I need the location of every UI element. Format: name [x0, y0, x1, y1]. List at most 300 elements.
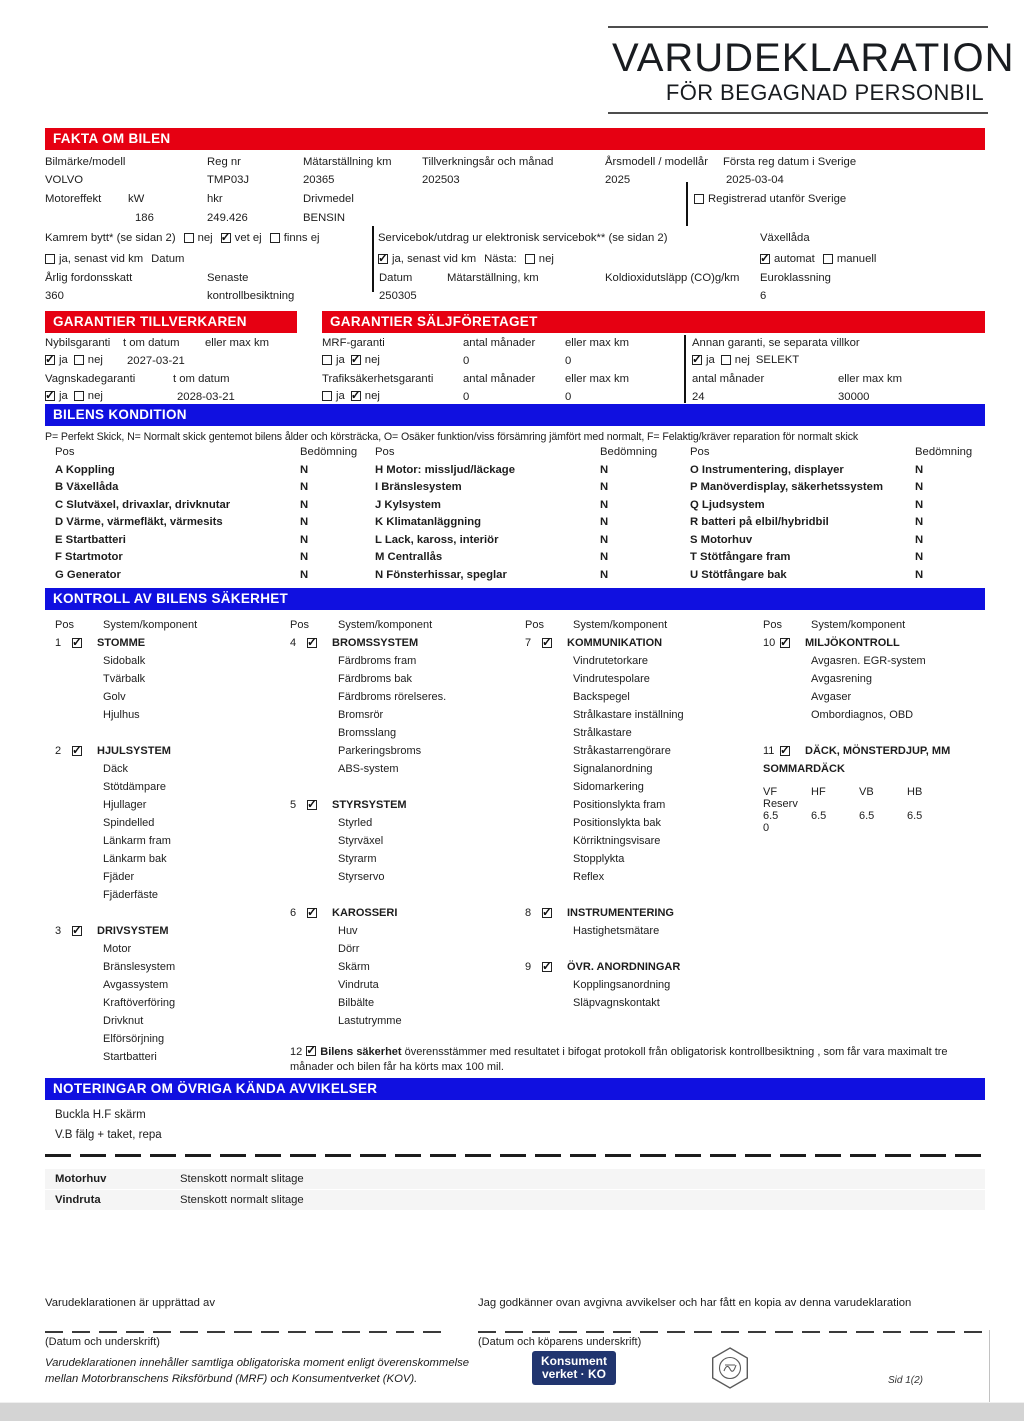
- group-checkbox[interactable]: [780, 638, 790, 648]
- forsta-reg-label: Första reg datum i Sverige: [723, 156, 857, 168]
- section-footer: [45, 1295, 985, 1405]
- bilmarke-label: Bilmärke/modell: [45, 156, 126, 168]
- mrf-nej-label: nej: [364, 354, 380, 366]
- kw-value: 186: [135, 212, 154, 224]
- group-checkbox[interactable]: [780, 746, 790, 756]
- kondition-row: [375, 516, 675, 534]
- sakerhet-item: Bromsslang: [338, 727, 397, 739]
- kondition-item-value: N: [600, 533, 609, 546]
- kondition-row: [690, 464, 990, 482]
- mrf-ja-label: ja: [336, 354, 345, 366]
- vagnskade-ja-checkbox[interactable]: [45, 391, 55, 401]
- part-note: Stenskott normalt slitage: [180, 1194, 304, 1206]
- item12-checkbox[interactable]: [306, 1046, 316, 1056]
- kondition-item-label: O Instrumentering, displayer: [690, 463, 844, 476]
- sakerhet-item: Bromsrör: [338, 709, 384, 721]
- kondition-item-label: N Fönsterhissar, speglar: [375, 568, 507, 581]
- mrf-maxkm-value: 0: [565, 355, 572, 367]
- automat-checkbox[interactable]: [760, 254, 770, 264]
- kondition-item-label: R batteri på elbil/hybridbil: [690, 516, 829, 528]
- servicebok-nasta-label: Nästa:: [484, 253, 517, 265]
- bottom-strip: [0, 1402, 1024, 1421]
- automat-label: automat: [774, 253, 815, 265]
- pos-header: Pos: [763, 619, 782, 631]
- sakerhet-item: Däck: [103, 763, 129, 775]
- matarstallning-label: Mätarställning km: [303, 156, 392, 168]
- sakerhet-item: Huv: [338, 925, 358, 937]
- part-note-row: [45, 1190, 985, 1210]
- kondition-item-value: N: [600, 498, 609, 511]
- sakerhet-item: Styrled: [338, 817, 373, 829]
- group-checkbox[interactable]: [542, 962, 552, 972]
- tyre-col-header: Reserv: [763, 798, 798, 810]
- sakerhet-item: Länkarm bak: [103, 853, 167, 865]
- section-bilens-kondition: [45, 404, 985, 588]
- vagnskade-tom-datum-label: t om datum: [173, 373, 230, 385]
- trafik-manader-value: 0: [463, 391, 470, 403]
- pos-header: Pos: [290, 619, 309, 631]
- item12-text: överensstämmer med resultatet i bifogat protokoll från obligatorisk kontrollbesiktning , som får vara maximalt tre månader och bilen får ha körts max 100 mil.: [290, 1046, 948, 1073]
- kondition-row: [375, 534, 675, 552]
- section-kontroll-sakerhet: [45, 588, 985, 1078]
- sakerhet-item: Färdbroms fram: [338, 655, 417, 667]
- kondition-item-label: H Motor: missljud/läckage: [375, 463, 515, 476]
- kondition-item-value: N: [600, 481, 609, 493]
- part-name: Motorhuv: [55, 1173, 107, 1185]
- kondition-col-2: [375, 446, 675, 586]
- arsmodell-value: 2025: [605, 174, 631, 186]
- section-fakta-om-bilen: [45, 128, 985, 310]
- kamrem-ja-checkbox[interactable]: [45, 254, 55, 264]
- document-title-block: [608, 26, 1015, 114]
- kondition-row: [55, 516, 355, 534]
- servicebok-nej-label: nej: [538, 253, 554, 265]
- tyre-col-header: HB: [907, 786, 923, 798]
- bedomning-header: Bedömning: [915, 446, 973, 458]
- group-checkbox[interactable]: [307, 908, 317, 918]
- group-checkbox[interactable]: [542, 908, 552, 918]
- kondition-item-value: N: [915, 463, 924, 476]
- kondition-row: [690, 499, 990, 517]
- sakerhet-group-dack: [763, 742, 985, 834]
- kondition-item-label: I Bränslesystem: [375, 481, 462, 493]
- kondition-item-value: N: [300, 516, 309, 528]
- logo-line-2: verket · KO: [541, 1367, 607, 1381]
- vaxellada-label: Växellåda: [760, 232, 810, 244]
- kondition-item-label: A Koppling: [55, 463, 115, 476]
- sakerhet-item: Sidomarkering: [573, 781, 644, 793]
- kamrem-ja-label: ja, senast vid km: [59, 253, 144, 265]
- vagnskade-nej-checkbox[interactable]: [74, 391, 84, 401]
- hkr-label: hkr: [207, 193, 223, 205]
- kondition-row: [55, 551, 355, 569]
- sakerhet-item: Kraftöverföring: [103, 997, 176, 1009]
- kondition-row: [375, 569, 675, 587]
- kondition-item-value: N: [915, 516, 924, 528]
- trafik-ja-checkbox[interactable]: [322, 391, 332, 401]
- sakerhet-item: Stötdämpare: [103, 781, 166, 793]
- bedomning-header: Bedömning: [600, 446, 658, 458]
- garanti-saljforetaget: [322, 311, 985, 403]
- kondition-legend: P= Perfekt Skick, N= Normalt skick gentemot bilens ålder och körsträcka, O= Osäker funktion/viss försämring jämfört med normalt, F= Felaktig/kräver reparation för normalt skick: [45, 431, 859, 443]
- mrf-label: MRF-garanti: [322, 337, 385, 349]
- pos-header: Pos: [375, 446, 395, 458]
- kondition-col-1: [55, 446, 358, 586]
- kondition-item-value: N: [915, 481, 924, 493]
- group-num: 5: [290, 799, 297, 811]
- sakerhet-group-bromssystem: [290, 634, 518, 778]
- sakerhet-item: Golv: [103, 691, 126, 703]
- system-header: System/komponent: [811, 619, 906, 631]
- mrf-nej-checkbox[interactable]: [351, 355, 361, 365]
- kondition-item-value: N: [915, 568, 924, 581]
- nybil-maxkm-label: eller max km: [205, 337, 270, 349]
- arsmodell-label: Årsmodell / modellår: [605, 156, 708, 168]
- kondition-item-value: N: [300, 568, 309, 581]
- kamrem-datum-label: Datum: [151, 253, 185, 265]
- sakerhet-group-ovr-anordningar: [525, 958, 755, 1012]
- system-header: System/komponent: [573, 619, 668, 631]
- trafik-janej-row: [322, 389, 380, 403]
- tyre-depth-value: 0: [763, 822, 770, 834]
- tyre-col-header: VF: [763, 786, 778, 798]
- page-number: Sid 1(2): [887, 1375, 923, 1386]
- group-num: 3: [55, 925, 62, 937]
- kondition-row: [375, 551, 675, 569]
- sakerhet-group-drivsystem: [55, 922, 283, 1066]
- page-title: VARUDEKLARATION: [612, 36, 1015, 80]
- tillverkning-value: 202503: [422, 174, 460, 186]
- kondition-item-label: B Växellåda: [55, 481, 119, 493]
- upprattad-label: Varudeklarationen är upprättad av: [45, 1297, 215, 1309]
- kontrollbesiktning-label: kontrollbesiktning: [207, 290, 295, 302]
- sakerhet-col-3: [525, 616, 755, 1030]
- kamrem-row: [45, 231, 319, 245]
- group-num: 1: [55, 637, 62, 649]
- dack-subtitle: SOMMARDÄCK: [763, 763, 845, 775]
- annan-janej-row: [692, 353, 799, 367]
- sakerhet-group-karosseri: [290, 904, 518, 1030]
- euro-label: Euroklassning: [760, 272, 831, 284]
- kondition-item-value: N: [600, 463, 609, 476]
- group-checkbox[interactable]: [307, 638, 317, 648]
- group-num: 2: [55, 745, 62, 757]
- nybil-janej-row: [45, 353, 103, 367]
- trafik-ja-label: ja: [336, 390, 345, 402]
- kondition-item-label: Q Ljudsystem: [690, 498, 765, 511]
- kondition-row: [690, 534, 990, 552]
- sakerhet-item: Drivknut: [103, 1015, 144, 1027]
- kondition-row: [55, 499, 355, 517]
- kondition-header-bar: BILENS KONDITION: [45, 404, 985, 426]
- kamrem-finnsej-label: finns ej: [283, 232, 320, 244]
- sakerhet-item: Hjullager: [103, 799, 147, 811]
- kondition-row: [55, 481, 355, 499]
- sakerhet-item: Avgasrening: [811, 673, 872, 685]
- sakerhet-item-12: [290, 1045, 987, 1075]
- sakerhet-item: Startbatteri: [103, 1051, 157, 1063]
- hkr-value: 249.426: [207, 212, 248, 224]
- mrf-manader-value: 0: [463, 355, 470, 367]
- kondition-item-value: N: [915, 551, 924, 563]
- group-title: STOMME: [97, 637, 146, 649]
- trafik-maxkm-label: eller max km: [565, 373, 630, 385]
- mrf-janej-row: [322, 353, 380, 367]
- noteringar-header-bar: NOTERINGAR OM ÖVRIGA KÄNDA AVVIKELSER: [45, 1078, 985, 1100]
- group-title: BROMSSYSTEM: [332, 637, 419, 649]
- drivmedel-value: BENSIN: [303, 212, 346, 224]
- sakerhet-item: Skärm: [338, 961, 370, 973]
- regnr-label: Reg nr: [207, 156, 241, 168]
- kondition-item-label: P Manöverdisplay, säkerhetssystem: [690, 481, 883, 493]
- kondition-item-label: K Klimatanläggning: [375, 516, 482, 528]
- sakerhet-col-1: [55, 616, 283, 1084]
- besiktning-datum-label: Datum: [379, 272, 413, 284]
- garanti-tillverkaren: [45, 311, 297, 403]
- godkanner-label: Jag godkänner ovan avgivna avvikelser och har fått en kopia av denna varudeklaration: [478, 1297, 912, 1309]
- page-subtitle: FÖR BEGAGNAD PERSONBIL: [665, 80, 984, 105]
- datum-koparens-label: (Datum och köparens underskrift): [478, 1336, 642, 1348]
- group-checkbox[interactable]: [72, 746, 82, 756]
- group-checkbox[interactable]: [307, 800, 317, 810]
- mrf-ja-checkbox[interactable]: [322, 355, 332, 365]
- trafik-nej-checkbox[interactable]: [351, 391, 361, 401]
- logo-line-1: Konsument: [541, 1354, 607, 1368]
- kamrem-vetej-checkbox[interactable]: [221, 233, 231, 243]
- part-name: Vindruta: [55, 1194, 101, 1206]
- manuell-label: manuell: [836, 253, 877, 265]
- servicebok-nej-checkbox[interactable]: [525, 254, 535, 264]
- kondition-item-value: N: [300, 551, 309, 563]
- vagnskade-label: Vagnskadegaranti: [45, 373, 136, 385]
- annan-nej-label: nej: [734, 354, 750, 366]
- legal-text: Varudeklarationen innehåller samtliga obligatoriska moment enligt överenskommelse mellan Motorbranschens Riksförbund (MRF) och Konsumentverket (KOV).: [45, 1357, 470, 1385]
- sakerhet-item: Reflex: [573, 871, 605, 883]
- kw-label: kW: [128, 193, 145, 205]
- noteringar-line: V.B fälg + taket, repa: [55, 1129, 162, 1141]
- vagnskade-janej-row: [45, 389, 103, 403]
- sakerhet-item: Körriktningsvisare: [573, 835, 661, 847]
- matarstallning-value: 20365: [303, 174, 335, 186]
- tyre-depth-value: 6.5: [811, 810, 827, 822]
- group-num: 4: [290, 637, 297, 649]
- kondition-row: [375, 499, 675, 517]
- group-title: HJULSYSTEM: [97, 745, 171, 757]
- sakerhet-group-miljokontroll: [763, 634, 985, 724]
- sakerhet-item: Färdbroms rörelseres.: [338, 691, 447, 703]
- kondition-row: [55, 464, 355, 482]
- sakerhet-item: Sidobalk: [103, 655, 146, 667]
- datum-underskrift-label: (Datum och underskrift): [45, 1336, 160, 1348]
- sakerhet-item: Fjäderfäste: [103, 889, 159, 901]
- kondition-item-label: C Slutväxel, drivaxlar, drivknutar: [55, 498, 231, 511]
- pos-header: Pos: [55, 446, 75, 458]
- sakerhet-item: ABS-system: [338, 763, 399, 775]
- sakerhet-item: Avgassystem: [103, 979, 169, 991]
- motoreffekt-label: Motoreffekt: [45, 193, 102, 205]
- trafik-label: Trafiksäkerhetsgaranti: [322, 373, 434, 385]
- kondition-item-label: G Generator: [55, 568, 121, 581]
- kondition-item-value: N: [300, 533, 309, 546]
- group-title: STYRSYSTEM: [332, 799, 407, 811]
- sakerhet-item: Avgaser: [811, 691, 852, 703]
- group-title: KAROSSERI: [332, 907, 398, 919]
- bilmarke-value: VOLVO: [45, 174, 84, 186]
- group-num: 9: [525, 961, 532, 973]
- kondition-row: [690, 569, 990, 587]
- part-note-row: [45, 1169, 985, 1189]
- sakerhet-group-styrsystem: [290, 796, 518, 886]
- pos-header: Pos: [690, 446, 710, 458]
- kondition-col-3: [690, 446, 990, 586]
- sakerhet-item: Bilbälte: [338, 997, 375, 1009]
- sakerhet-item: Signalanordning: [573, 763, 653, 775]
- konsumentverket-logo: [532, 1351, 616, 1385]
- servicebok-ja-label: ja, senast vid km: [392, 253, 477, 265]
- sakerhet-item: Kopplingsanordning: [573, 979, 671, 991]
- sakerhet-group-instrumentering: [525, 904, 755, 940]
- kondition-row: [55, 569, 355, 587]
- sakerhet-group-stomme: [55, 634, 283, 724]
- sakerhet-item: Fjäder: [103, 871, 135, 883]
- kondition-item-value: N: [600, 516, 609, 528]
- kondition-row: [55, 534, 355, 552]
- kondition-item-label: L Lack, kaross, interiör: [375, 533, 499, 546]
- kamrem-nej-label: nej: [197, 232, 213, 244]
- signature-line-buyer: [478, 1331, 985, 1333]
- annan-ja-checkbox[interactable]: [692, 355, 702, 365]
- sakerhet-item: Vindruta: [338, 979, 379, 991]
- kondition-item-label: T Stötfångare fram: [690, 551, 791, 563]
- group-num: 11: [763, 745, 775, 757]
- sakerhet-item: Parkeringsbroms: [338, 745, 422, 757]
- group-checkbox[interactable]: [72, 638, 82, 648]
- vaxellada-row: [760, 252, 876, 266]
- divider-registrerad: [686, 182, 688, 226]
- garanti-tillverkaren-header-bar: GARANTIER TILLVERKAREN: [45, 311, 297, 333]
- sakerhet-item: Motor: [103, 943, 132, 955]
- vagnskade-nej-label: nej: [87, 390, 103, 402]
- item12-lead: Bilens säkerhet: [320, 1046, 402, 1058]
- kamrem-ja-row: [45, 252, 184, 266]
- sakerhet-item: Ombordiagnos, OBD: [811, 709, 914, 721]
- drivmedel-label: Drivmedel: [303, 193, 354, 205]
- servicebok-ja-checkbox[interactable]: [378, 254, 388, 264]
- sakerhet-item: Positionslykta bak: [573, 817, 662, 829]
- group-title: DÄCK, MÖNSTERDJUP, MM: [805, 745, 951, 757]
- registrerad-utanfor-checkbox[interactable]: [694, 194, 704, 204]
- sakerhet-item: Styrarm: [338, 853, 377, 865]
- divider-servicebok: [372, 226, 374, 292]
- annan-manader-label: antal månader: [692, 373, 765, 385]
- group-title: INSTRUMENTERING: [567, 907, 674, 919]
- annan-nej-checkbox[interactable]: [721, 355, 731, 365]
- part-note: Stenskott normalt slitage: [180, 1173, 304, 1185]
- kamrem-vetej-label: vet ej: [234, 232, 262, 244]
- annan-namn-value: SELEKT: [755, 354, 800, 366]
- sakerhet-item: Backspegel: [573, 691, 630, 703]
- nybil-label: Nybilsgaranti: [45, 337, 111, 349]
- sakerhet-col-2: [290, 616, 518, 1048]
- kamrem-finnsej-checkbox[interactable]: [270, 233, 280, 243]
- sakerhet-item: Vindrutespolare: [573, 673, 650, 685]
- sakerhet-item: Stopplykta: [573, 853, 625, 865]
- manuell-checkbox[interactable]: [823, 254, 833, 264]
- group-title: ÖVR. ANORDNINGAR: [567, 961, 681, 973]
- pos-header: Pos: [525, 619, 544, 631]
- group-num: 6: [290, 907, 297, 919]
- sakerhet-col-4: [763, 616, 985, 852]
- sakerhet-item: Tvärbalk: [103, 673, 146, 685]
- sakerhet-item: Släpvagnskontakt: [573, 997, 660, 1009]
- servicebok-ja-row: [378, 252, 554, 266]
- sakerhet-item: Lastutrymme: [338, 1015, 402, 1027]
- kondition-row: [690, 551, 990, 569]
- nybil-ja-checkbox[interactable]: [45, 355, 55, 365]
- annan-garanti-label: Annan garanti, se separata villkor: [692, 337, 860, 349]
- sakerhet-item: Styrväxel: [338, 835, 384, 847]
- scan-edge: [989, 1330, 990, 1402]
- sakerhet-item: Färdbroms bak: [338, 673, 412, 685]
- kondition-item-label: E Startbatteri: [55, 533, 126, 546]
- kondition-item-value: N: [600, 568, 609, 581]
- kondition-row: [690, 481, 990, 499]
- fakta-header-bar: FAKTA OM BILEN: [45, 128, 985, 150]
- vagnskade-datum-value: 2028-03-21: [177, 391, 235, 403]
- group-num: 7: [525, 637, 532, 649]
- trafik-nej-label: nej: [364, 390, 380, 402]
- annan-maxkm-value: 30000: [838, 391, 870, 403]
- sakerhet-item: Hjulhus: [103, 709, 140, 721]
- tillverkning-label: Tillverkningsår och månad: [422, 156, 554, 168]
- annan-ja-label: ja: [706, 354, 715, 366]
- besiktning-datum-value: 250305: [379, 290, 417, 302]
- mrf-manader-label: antal månader: [463, 337, 536, 349]
- system-header: System/komponent: [338, 619, 433, 631]
- sakerhet-group-kommunikation: [525, 634, 755, 886]
- nybil-nej-checkbox[interactable]: [74, 355, 84, 365]
- group-checkbox[interactable]: [542, 638, 552, 648]
- kondition-item-value: N: [915, 533, 924, 546]
- mrf-maxkm-label: eller max km: [565, 337, 630, 349]
- trafik-maxkm-value: 0: [565, 391, 572, 403]
- kamrem-nej-checkbox[interactable]: [184, 233, 194, 243]
- sakerhet-group-hjulsystem: [55, 742, 283, 904]
- nybil-ja-label: ja: [59, 354, 68, 366]
- sakerhet-header-bar: KONTROLL AV BILENS SÄKERHET: [45, 588, 985, 610]
- kondition-item-value: N: [600, 551, 609, 563]
- sakerhet-item: Elförsörjning: [103, 1033, 165, 1045]
- sakerhet-item: Stråkastarrengörare: [573, 745, 671, 757]
- kamrem-label: Kamrem bytt* (se sidan 2): [45, 232, 176, 244]
- group-num: 10: [763, 637, 776, 649]
- nybil-tom-datum-label: t om datum: [123, 337, 180, 349]
- sakerhet-item: Vindrutetorkare: [573, 655, 649, 667]
- regnr-value: TMP03J: [207, 174, 250, 186]
- group-checkbox[interactable]: [72, 926, 82, 936]
- kondition-item-label: J Kylsystem: [375, 498, 441, 511]
- registrerad-utanfor-field: [694, 192, 846, 206]
- trafik-manader-label: antal månader: [463, 373, 536, 385]
- annan-maxkm-label: eller max km: [838, 373, 903, 385]
- kondition-item-value: N: [300, 463, 309, 476]
- servicebok-label: Servicebok/utdrag ur elektronisk servicebok** (se sidan 2): [378, 232, 668, 244]
- sakerhet-item: Länkarm fram: [103, 835, 171, 847]
- kondition-item-label: F Startmotor: [55, 551, 123, 563]
- sakerhet-item: Styrservo: [338, 871, 385, 883]
- fordonsskatt-value: 360: [45, 290, 64, 302]
- sakerhet-item: Dörr: [338, 943, 360, 955]
